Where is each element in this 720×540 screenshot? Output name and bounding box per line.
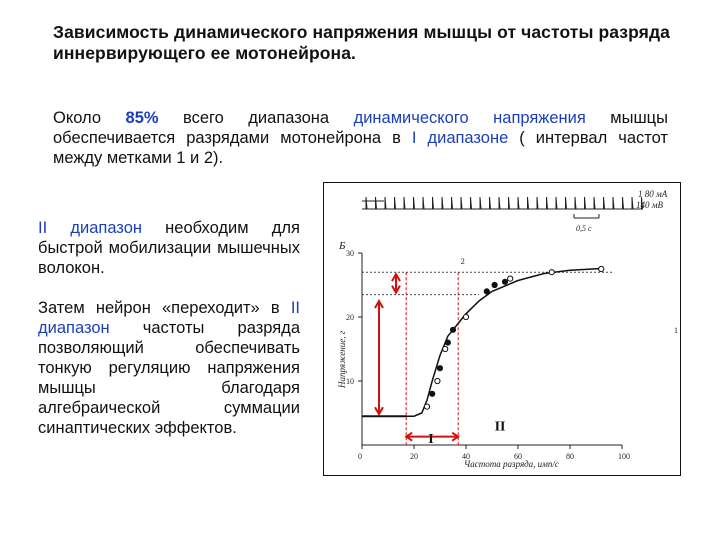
filled-point [502, 279, 507, 284]
dynamic-tension-term: динамического напряжения [353, 109, 586, 127]
filled-point [484, 289, 489, 294]
x-tick-label: 20 [410, 452, 418, 461]
open-point [435, 378, 440, 383]
y-tick-label: 30 [346, 249, 354, 258]
para3-text-1: Затем нейрон «переходит» в [38, 299, 291, 317]
x-axis-label: Частота разряда, имп/с [464, 459, 559, 469]
y-tick-label: 20 [346, 313, 354, 322]
para3-text-2: частоты разряда позволяющий обеспечивать тонкую регуляцию напряжения мышцы благодаря алгебраической суммации синаптических эффектов. [38, 319, 300, 437]
tension-frequency-chart [324, 183, 680, 475]
paragraph-main-range [53, 108, 668, 168]
open-point [424, 404, 429, 409]
para1-text-2: всего диапазона [158, 109, 354, 127]
paragraph-transition [38, 298, 300, 438]
marker-1-label: 1 [674, 326, 678, 335]
open-point [549, 270, 554, 275]
range-two-label: II [494, 419, 506, 435]
y-axis-label: Напряжение, г [337, 330, 347, 388]
filled-point [437, 366, 442, 371]
filled-point [430, 391, 435, 396]
range-one-term: I диапазоне [411, 129, 509, 147]
open-point [599, 266, 604, 271]
x-tick-label: 60 [514, 452, 522, 461]
paragraph-range-two [38, 218, 300, 278]
time-scale-label: 0,5 с [576, 224, 592, 233]
open-point [463, 314, 468, 319]
figure-panel [323, 182, 681, 476]
para1-text-4: ( интервал частот между метками 1 и 2). [53, 129, 668, 167]
y-tick-label: 10 [346, 377, 354, 386]
slide-title: Зависимость динамического напряжения мышцы от частоты разряда иннервирующего ее мотонейрона. [53, 22, 671, 63]
para1-text-3: мышцы обеспечивается разрядами мотонейрона в [53, 109, 668, 147]
axis-ticks [346, 249, 630, 461]
x-tick-label: 40 [462, 452, 470, 461]
para1-text-1: Около [53, 109, 126, 127]
panel-label: Б [339, 240, 346, 252]
x-tick-label: 80 [566, 452, 574, 461]
trace-label-bottom: 140 мВ [636, 200, 663, 210]
range-one-label: I [428, 432, 434, 448]
open-point [443, 346, 448, 351]
range-two-term-2: II диапазон [38, 299, 300, 337]
spike-trace [362, 197, 643, 218]
filled-point [445, 340, 450, 345]
filled-point [492, 282, 497, 287]
data-points [424, 266, 603, 409]
percent-highlight: 85% [125, 109, 159, 127]
para2-text: необходим для быстрой мобилизации мышечных волокон. [38, 219, 300, 277]
guide-lines [362, 272, 612, 448]
open-point [508, 276, 513, 281]
trace-label-top: 1 80 мА [638, 189, 668, 199]
x-tick-label: 100 [618, 452, 630, 461]
filled-point [450, 327, 455, 332]
range-two-term: II диапазон [38, 219, 142, 237]
x-tick-label: 0 [358, 452, 362, 461]
marker-2-label: 2 [460, 256, 465, 266]
